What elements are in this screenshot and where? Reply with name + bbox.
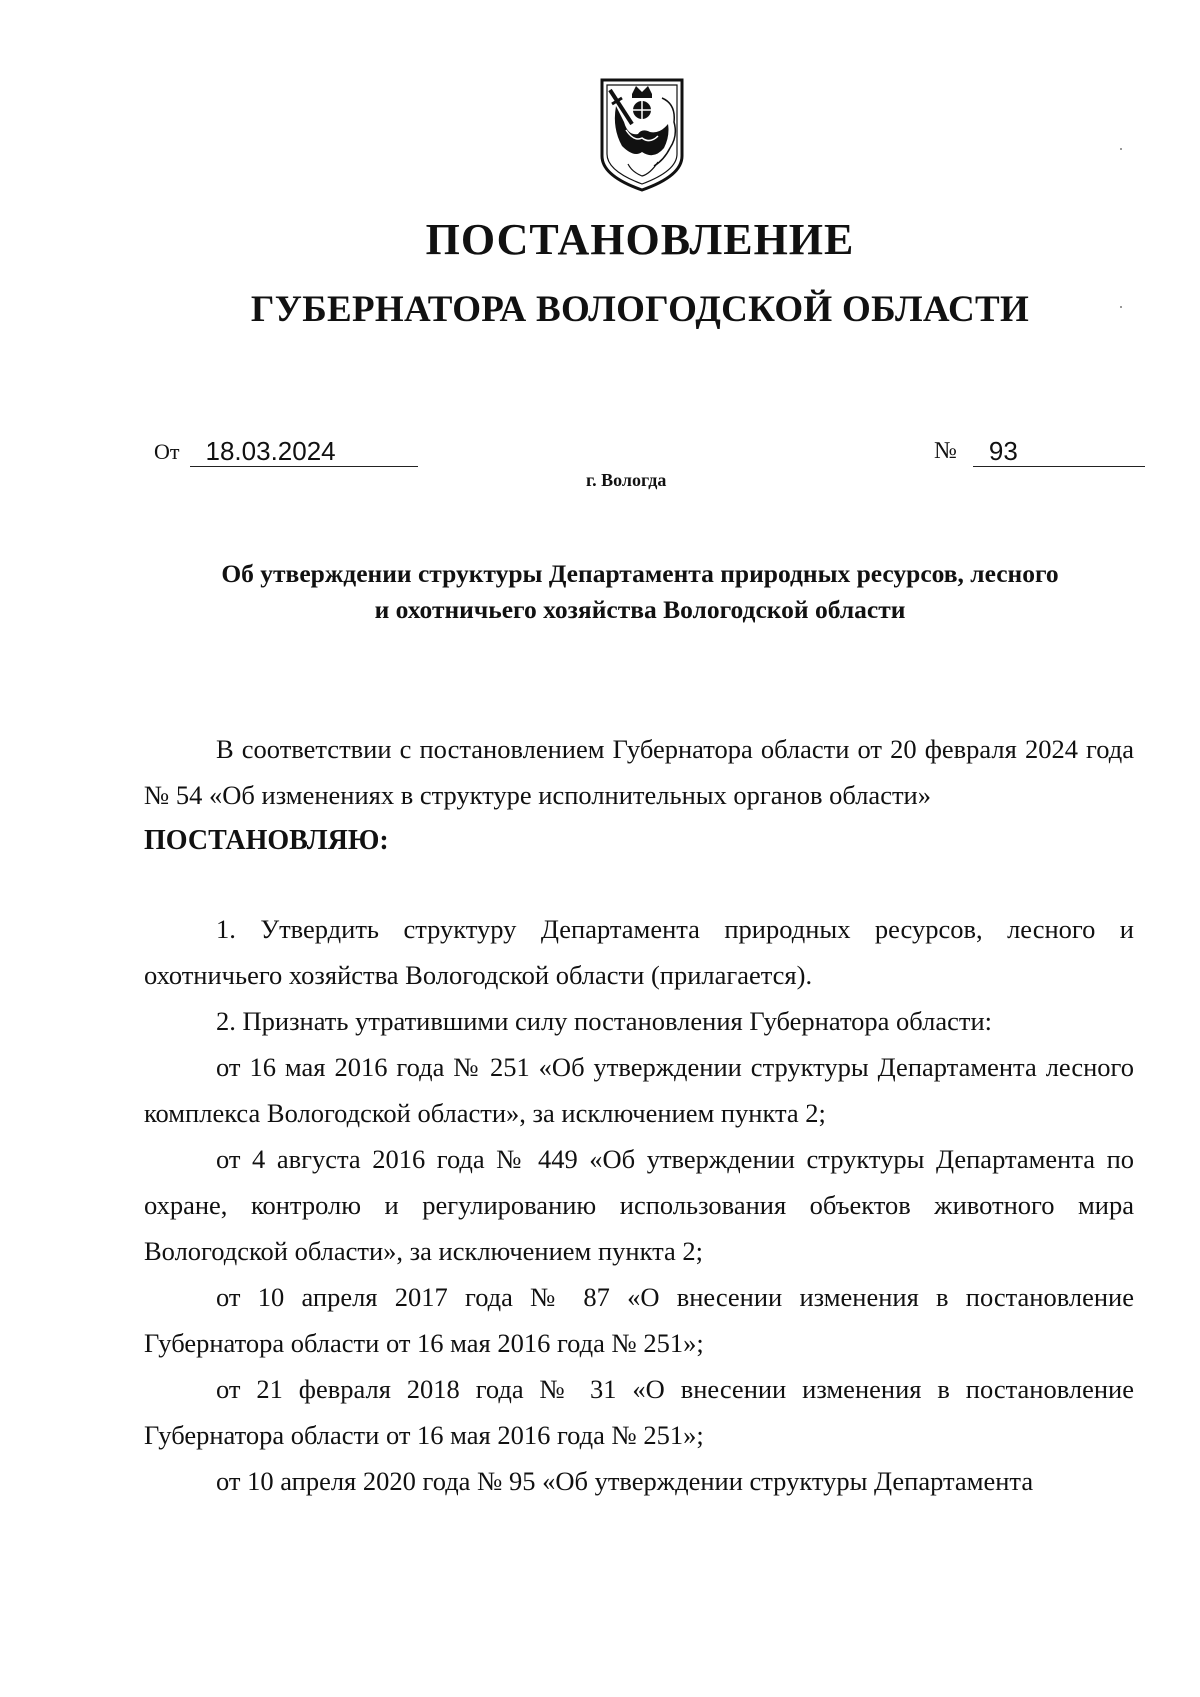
document-subject — [110, 556, 1170, 628]
body-items — [144, 906, 1134, 1504]
number-field — [934, 436, 1145, 467]
preamble-paragraph: В соответствии с постановлением Губернатора области от 20 февраля 2024 года № 54 «Об изменениях в структуре исполнительных органов области» — [144, 734, 1134, 810]
document-number: 93 — [973, 436, 1145, 467]
paragraph-item: от 16 мая 2016 года № 251 «Об утверждении структуры Департамента лесного комплекса Вологодской области», за исключением пункта 2; — [144, 1052, 1134, 1128]
paragraph-item: от 10 апреля 2017 года № 87 «О внесении изменения в постановление Губернатора области от 16 мая 2016 года № 251»; — [144, 1282, 1134, 1358]
scan-speck — [1120, 148, 1122, 150]
document-title: ПОСТАНОВЛЕНИЕ — [425, 215, 855, 264]
paragraph-item: от 21 февраля 2018 года № 31 «О внесении изменения в постановление Губернатора области от 16 мая 2016 года № 251»; — [144, 1374, 1134, 1450]
date-prefix: От — [154, 439, 180, 464]
paragraph-item: от 10 апреля 2020 года № 95 «Об утверждении структуры Департамента — [216, 1466, 1034, 1496]
document-date: 18.03.2024 — [190, 436, 418, 467]
number-prefix: № — [934, 438, 957, 464]
subject-line-2: и охотничьего хозяйства Вологодской области — [374, 595, 906, 624]
paragraph-item: 2. Признать утратившими силу постановления Губернатора области: — [216, 1006, 993, 1036]
paragraph-item: 1. Утвердить структуру Департамента природных ресурсов, лесного и охотничьего хозяйства Вологодской области (прилагается). — [144, 914, 1134, 990]
resolve-heading: ПОСТАНОВЛЯЮ: — [144, 825, 389, 856]
document-issuer: ГУБЕРНАТОРА ВОЛОГОДСКОЙ ОБЛАСТИ — [250, 289, 1030, 330]
document-city: г. Вологда — [586, 470, 667, 490]
preamble-block — [144, 726, 1134, 864]
coat-of-arms-icon — [598, 76, 686, 194]
scan-speck — [1120, 306, 1122, 308]
paragraph-item: от 4 августа 2016 года № 449 «Об утверждении структуры Департамента по охране, контролю и регулированию использования объектов животного мира Вологодской области», за исключением пункта 2; — [144, 1144, 1134, 1266]
date-field — [154, 436, 418, 467]
subject-line-1: Об утверждении структуры Департамента природных ресурсов, лесного — [221, 559, 1059, 588]
